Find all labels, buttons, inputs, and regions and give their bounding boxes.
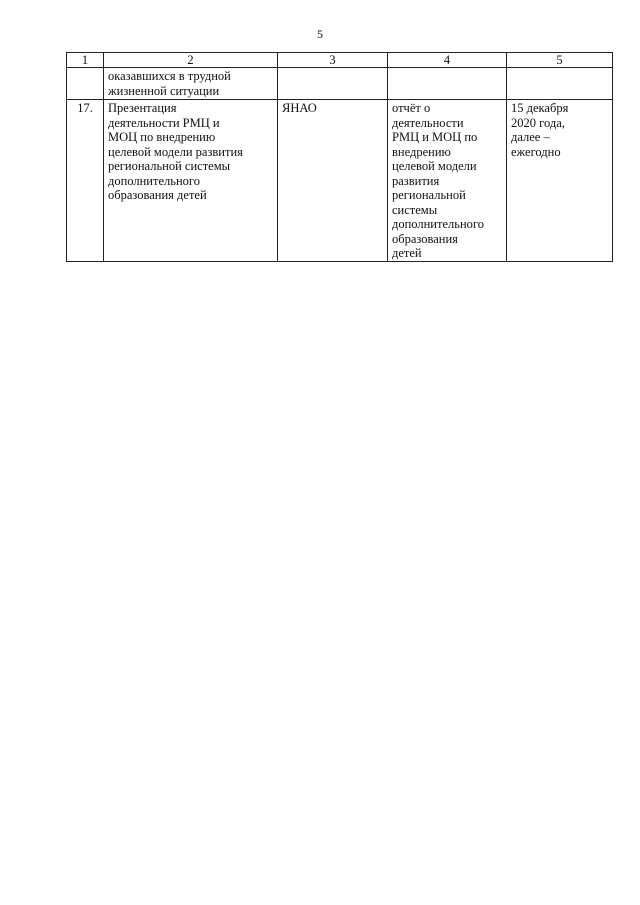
result-cell: отчёт о деятельности РМЦ и МОЦ по внедрению целевой модели развития региональной системы дополнительного образования детей — [388, 100, 507, 262]
column-header: 3 — [278, 53, 388, 68]
column-header: 1 — [67, 53, 104, 68]
row-number-cell — [67, 68, 104, 100]
column-header: 4 — [388, 53, 507, 68]
table-row — [67, 68, 613, 100]
page-number: 5 — [317, 27, 323, 41]
responsible-cell: ЯНАО — [278, 100, 388, 262]
deadline-cell — [507, 68, 613, 100]
column-header: 2 — [104, 53, 278, 68]
responsible-cell — [278, 68, 388, 100]
deadline-cell: 15 декабря 2020 года, далее – ежегодно — [507, 100, 613, 262]
row-number-cell: 17. — [67, 100, 104, 262]
column-header: 5 — [507, 53, 613, 68]
table-row — [67, 100, 613, 262]
measure-cell: Презентация деятельности РМЦ и МОЦ по внедрению целевой модели развития региональной системы дополнительного образования детей — [104, 100, 278, 262]
measure-cell: оказавшихся в трудной жизненной ситуации — [104, 68, 278, 100]
table-header-row — [67, 53, 613, 68]
document-table — [66, 52, 613, 262]
result-cell — [388, 68, 507, 100]
